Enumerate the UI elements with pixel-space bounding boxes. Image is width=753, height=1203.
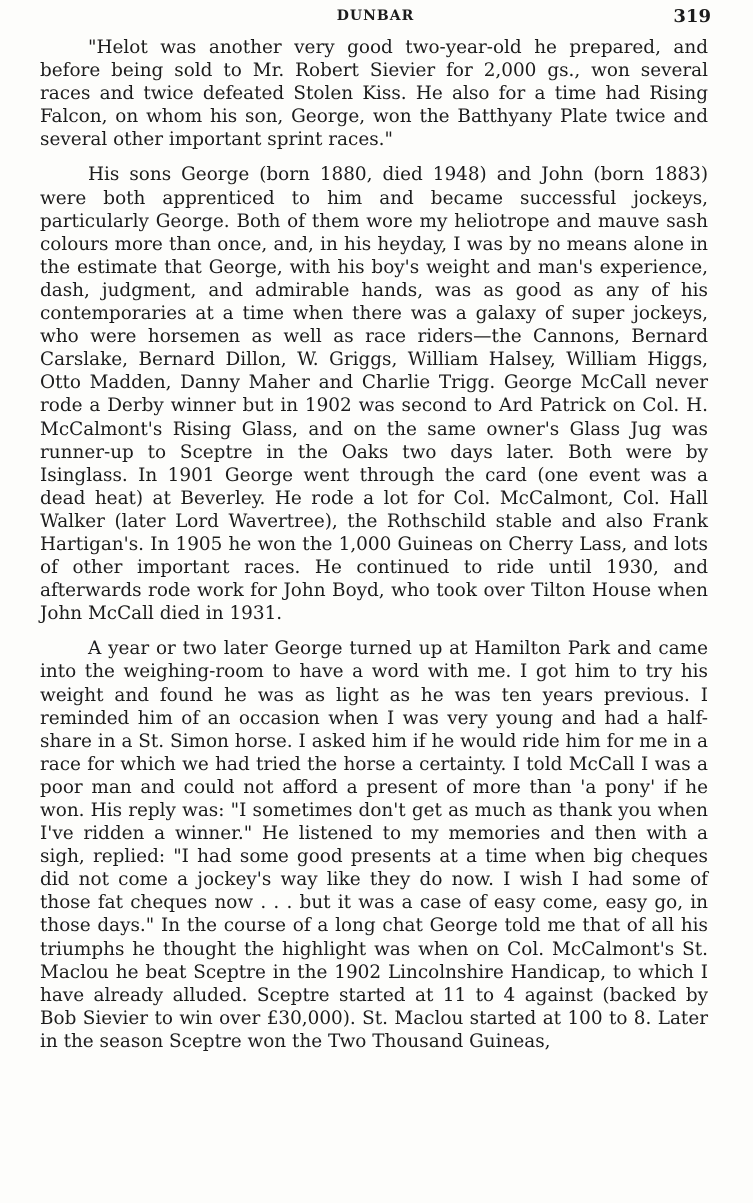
paragraph-helot-quote: "Helot was another very good two-year-old he prepared, and before being sold to Mr. Robert Sievier for 2,000 gs., won several races and twice defeated Stolen Kiss. He also for a time had Rising Falcon, on whom his son, George, won the Batthyany Plate twice and several other important sprint races." — [40, 37, 708, 151]
body-text — [40, 36, 708, 1053]
paragraph-hamilton-park: A year or two later George turned up at Hamilton Park and came into the weighing-room to have a word with me. I got him to try his weight and found he was as light as he was ten years previous. I reminded him of an occasion when I was very young and had a half-share in a St. Simon horse. I asked him if he would ride him for me in a race for which we had tried the horse a certainty. I told McCall I was a poor man and could not afford a present of more than 'a pony' if he won. His reply was: "I sometimes don't get as much as thank you when I've ridden a winner." He listened to my memories and then with a sigh, replied: "I had some good presents at a time when big cheques did not come a jockey's way like they do now. I wish I had some of those fat cheques now . . . but it was a case of easy come, easy go, in those days." In the course of a long chat George told me that of all his triumphs he thought the highlight was when on Col. McCalmont's St. Maclou he beat Sceptre in the 1902 Lincolnshire Handicap, to which I have already alluded. Sceptre started at 11 to 4 against (backed by Bob Sievier to win over £30,000). St. Maclou started at 100 to 8. Later in the season Sceptre won the Two Thousand Guineas, — [40, 638, 708, 1052]
paragraph-sons-george-john: His sons George (born 1880, died 1948) and John (born 1883) were both apprenticed to him and became successful jockeys, particularly George. Both of them wore my heliotrope and mauve sash colours more than once, and, in his heyday, I was by no means alone in the estimate that George, with his boy's weight and man's experience, dash, judgment, and admirable hands, was as good as any of his contemporaries at a time when there was a galaxy of super jockeys, who were horsemen as well as race riders—the Cannons, Bernard Carslake, Bernard Dillon, W. Griggs, William Halsey, William Higgs, Otto Madden, Danny Maher and Charlie Trigg. George McCall never rode a Derby winner but in 1902 was second to Ard Patrick on Col. H. McCalmont's Rising Glass, and on the same owner's Glass Jug was runner-up to Sceptre in the Oaks two days later. Both were by Isinglass. In 1901 George went through the card (one event was a dead heat) at Beverley. He rode a lot for Col. McCalmont, Col. Hall Walker (later Lord Wavertree), the Rothschild stable and also Frank Hartigan's. In 1905 he won the 1,000 Guineas on Cherry Lass, and lots of other important races. He continued to ride until 1930, and afterwards rode work for John Boyd, who took over Tilton House when John McCall died in 1931. — [40, 164, 708, 625]
running-title: DUNBAR — [336, 8, 415, 24]
page-number: 319 — [673, 6, 711, 27]
running-head — [40, 8, 711, 28]
